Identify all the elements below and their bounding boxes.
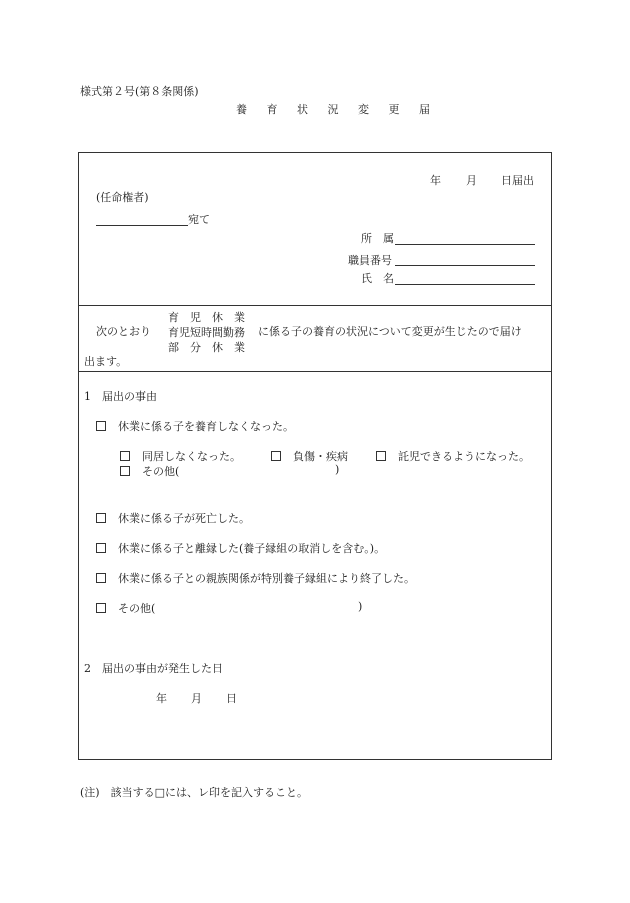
sub-reason-living-apart-label: 同居しなくなった。	[142, 450, 241, 463]
checkbox-sub-other[interactable]	[120, 466, 130, 476]
staff-number-label: 職員番号	[348, 254, 392, 267]
checkbox-died[interactable]	[96, 513, 106, 523]
checkbox-injury-illness[interactable]	[271, 451, 281, 461]
checkbox-separated[interactable]	[96, 543, 106, 553]
affiliation-field[interactable]	[395, 244, 535, 245]
submit-month: 月	[466, 174, 477, 187]
reason-other-close: )	[358, 600, 363, 613]
form-title: 養 育 状 況 変 更 届	[236, 103, 438, 116]
sub-reason-injury	[271, 448, 348, 464]
reason-special-adoption-label: 休業に係る子との親族関係が特別養子縁組により終了した。	[118, 572, 415, 585]
sub-reason-childcare-label: 託児できるようになった。	[398, 450, 530, 463]
checkbox-childcare[interactable]	[376, 451, 386, 461]
leave-option-short-hours: 育児短時間勤務	[168, 326, 245, 339]
reason-other	[96, 600, 155, 616]
reason-died	[96, 510, 250, 526]
statement-text: に係る子の養育の状況について変更が生じたので届け	[258, 325, 522, 338]
leave-option-childcare: 育 児 休 業	[168, 311, 245, 324]
form-number: 様式第２号(第８条関係)	[80, 85, 199, 98]
checkbox-special-adoption[interactable]	[96, 573, 106, 583]
section2-heading: 2 届出の事由が発生した日	[84, 662, 223, 675]
reason-not-raising	[96, 418, 294, 434]
reason-separated	[96, 540, 385, 556]
occurrence-month: 月	[191, 692, 202, 705]
occurrence-day: 日	[226, 692, 237, 705]
statement-text-cont: 出ます。	[84, 355, 128, 368]
divider-statement	[78, 371, 552, 372]
addressee-field[interactable]	[96, 225, 188, 226]
checkbox-living-apart[interactable]	[120, 451, 130, 461]
appointer-label: (任命権者)	[96, 191, 149, 204]
footnote: (注) 該当する□には、レ印を記入すること。	[80, 786, 308, 799]
addressee-suffix: 宛て	[188, 213, 210, 226]
section1-heading: 1 届出の事由	[84, 390, 157, 403]
sub-reason-other-close: )	[335, 463, 340, 476]
sub-reason-other	[120, 463, 179, 479]
sub-reason-childcare	[376, 448, 530, 464]
reason-died-label: 休業に係る子が死亡した。	[118, 512, 250, 525]
name-field[interactable]	[395, 284, 535, 285]
submit-year: 年	[430, 174, 441, 187]
name-label: 氏 名	[361, 272, 394, 285]
checkbox-not-raising[interactable]	[96, 421, 106, 431]
sub-reason-living-apart	[120, 448, 241, 464]
statement-lead: 次のとおり	[96, 325, 151, 338]
sub-reason-injury-label: 負傷・疾病	[293, 450, 348, 463]
submit-day: 日届出	[501, 174, 534, 187]
sub-reason-other-label: その他(	[142, 465, 180, 478]
leave-option-partial: 部 分 休 業	[168, 341, 245, 354]
affiliation-label: 所 属	[361, 232, 394, 245]
occurrence-year: 年	[156, 692, 167, 705]
reason-not-raising-label: 休業に係る子を養育しなくなった。	[118, 420, 294, 433]
reason-other-label: その他(	[118, 602, 156, 615]
reason-special-adoption	[96, 570, 415, 586]
reason-separated-label: 休業に係る子と離縁した(養子縁組の取消しを含む。)。	[118, 542, 386, 555]
divider-top	[78, 305, 552, 306]
staff-number-field[interactable]	[395, 265, 535, 266]
checkbox-other[interactable]	[96, 603, 106, 613]
